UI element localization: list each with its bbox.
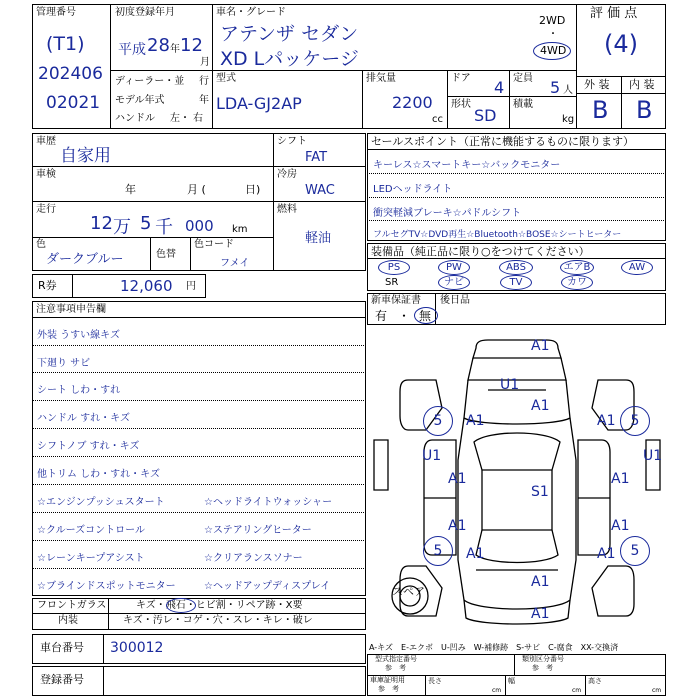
first-reg-label: 初度登録年月 [115,7,175,18]
warranty-sep: ・ [398,309,411,323]
drive-dot: ・ [548,29,558,40]
exterior-label: 外 装 [584,78,610,91]
height-unit: cm [652,687,662,694]
mark-hood-u: U1 [500,377,520,393]
lot-number-2: 02021 [46,93,101,113]
score-label: 評 価 点 [590,6,638,21]
note-right-3: ☆クリアランスソナー [204,553,303,564]
mark-wheel-fl: 5 [423,406,453,436]
length-label: 長さ [428,677,442,685]
month-unit: 月 [200,57,210,68]
displacement: 2200 [392,93,433,112]
equip-abs: ABS [506,262,526,273]
color-label: 色 [36,239,46,250]
front-glass-label: フロントガラス [37,600,107,611]
mileage-man-num: 12 [90,213,113,234]
vehicle-cert-label: 車庫証明用 [370,676,405,684]
mark-hood: A1 [531,398,550,414]
mileage-sen-num: 5 [140,213,152,234]
fuel-label: 燃料 [277,204,297,215]
damage-legend: A-キズ E-エクボ U-凹み W-補修跡 S-サビ C-腐食 XX-交換済 [369,643,619,652]
handle-right: 右 [193,113,203,124]
note-right-4: ☆ヘッドアップディスプレイ [204,581,331,592]
mark-trunk: A1 [531,574,550,590]
history-label: 車歴 [36,136,56,147]
class-sub: 参 考 [532,664,553,672]
mark-fender-fr: A1 [597,413,616,429]
note-line-3: シート しわ・すれ [37,385,121,396]
note-left-4: ☆ブラインドスポットモニター [37,581,176,592]
spare-label: スペア [392,585,425,598]
shift-label: シフト [277,136,307,147]
sales-points-title: セールスポイント（正常に機能するものに限ります） [371,135,635,148]
mileage-rest: 000 [185,217,214,235]
dealer-label: ディーラー・並 [115,76,185,87]
capacity-unit: 人 [563,85,573,96]
equipment-title: 装備品（純正品に限り○をつけてください） [371,245,590,258]
mark-mirror-r: U1 [643,448,663,464]
recycle-box [32,274,206,298]
color-value: ダークブルー [46,252,124,267]
drive-2wd: 2WD [539,14,566,27]
sales-point-1: キーレス☆スマートキー☆バックモニター [373,160,561,171]
car-name-label: 車名・グレード [216,7,286,18]
load-unit: kg [562,114,575,125]
ac-label: 冷房 [277,169,297,180]
handle-left: 左 [170,113,180,124]
sales-point-3: 衝突軽減ブレーキ☆パドルシフト [373,208,522,219]
body: SD [474,106,497,125]
equip-ps: PS [387,262,401,273]
era: 平成 [118,42,146,58]
mark-wheel-rl: 5 [423,536,453,566]
mileage-man: 万 [113,217,131,238]
note-left-3: ☆レーンキープアシスト [37,553,145,564]
warranty-yes: 有 [375,309,388,323]
equip-leather: カワ [567,277,587,288]
interior-cond-label: 内装 [58,615,78,626]
mark-door-fr: A1 [611,471,630,487]
later-items-label: 後日品 [440,295,470,306]
shaken-month: 月 ( [187,183,206,196]
equip-sr: SR [385,277,399,288]
displacement-label: 排気量 [366,73,396,84]
warranty-no-circle [414,307,438,324]
shaken-year: 年 [125,183,136,196]
notes-title: 注意事項申告欄 [36,304,106,315]
doors-label: ドア [451,73,471,84]
color-code: フメイ [220,258,250,269]
mark-door-rl: A1 [448,518,467,534]
shift-value: FAT [305,150,328,165]
mark-roof: S1 [531,484,549,500]
reg-month: 12 [180,35,203,56]
warranty-no: 無 [419,309,432,323]
note-line-4: ハンドル すれ・キズ [37,413,130,424]
length-unit: cm [492,687,502,694]
equip-navi: ナビ [444,277,464,288]
history-value: 自家用 [60,146,111,166]
ac-value: WAC [305,183,335,198]
mileage-sen: 千 [155,217,173,238]
note-right-2: ☆ステアリングヒーター [204,525,312,536]
repaint-label: 色替 [156,249,176,260]
grade: XD Lパッケージ [220,48,359,70]
body-label: 形状 [451,99,471,110]
mileage-unit: km [232,224,248,235]
note-line-1: 外装 うすい線キズ [37,330,120,341]
sales-point-2: LEDヘッドライト [373,184,453,195]
note-right-1: ☆ヘッドライトウォッシャー [204,497,333,508]
interior-cond-text: キズ・汚レ・コゲ・穴・スレ・キレ・破レ [123,615,313,626]
displacement-unit: cc [432,114,443,125]
note-line-2: 下廻り サビ [37,358,91,369]
doors: 4 [494,78,505,97]
interior-score: B [636,96,653,124]
capacity: 5 [550,78,561,97]
drive-4wd-circle [533,42,571,60]
shaken-label: 車検 [36,169,56,180]
mark-rear-bumper: A1 [531,606,550,622]
mark-mirror-l: U1 [422,448,442,464]
model-code: LDA-GJ2AP [216,94,302,113]
year-unit: 年 [170,44,180,55]
mark-fender-fl: A1 [466,413,485,429]
mark-door-fl: A1 [448,471,467,487]
class-label: 類別区分番号 [522,655,564,663]
mark-door-rr: A1 [611,518,630,534]
equip-aw: AW [628,262,646,273]
recycle-fee: 12,060 [120,277,173,295]
reg-number-label: 登録番号 [40,673,84,686]
handle-label: ハンドル [115,113,155,124]
height-label: 高さ [588,677,602,685]
mark-wheel-fr: 5 [620,406,650,436]
mgmt-label: 管理番号 [36,7,76,18]
equip-airbag: エアB [563,262,591,273]
lot-code: (T1) [46,33,85,55]
chassis-number: 300012 [110,640,164,656]
sales-point-4: フルセグTV☆DVD再生☆Bluetooth☆BOSE☆シートヒーター [373,230,622,240]
vehicle-cert-sub: 参 考 [378,685,399,693]
chassis-label: 車台番号 [40,641,84,654]
flying-stone-circle [166,598,196,613]
mark-wheel-rr: 5 [620,536,650,566]
equip-tv: TV [509,277,523,288]
note-line-5: シフトノブ すれ・キズ [37,441,140,452]
mark-fender-rr: A1 [597,546,616,562]
warranty-label: 新車保証書 [371,295,421,306]
reg-year: 28 [147,35,170,56]
shaken-day: 日) [245,183,261,196]
type-label: 型式 [216,73,236,84]
model-year-label: モデル年式 [115,95,165,106]
handle-sep: ・ [180,113,190,124]
note-left-2: ☆クルーズコントロール [37,525,145,536]
mileage-label: 走行 [36,204,56,215]
width-label: 幅 [508,677,515,685]
car-name: アテンザ セダン [220,23,359,45]
width-unit: cm [572,687,582,694]
drive-4wd: 4WD [540,44,567,57]
mark-front-bumper: A1 [531,338,550,354]
load-label: 積載 [513,99,533,110]
front-glass-text: キズ・飛石・ヒビ割・リペア跡・X要 [136,600,303,611]
type-cert-sub: 参 考 [385,664,406,672]
type-cert-label: 型式指定番号 [375,655,417,663]
recycle-unit: 円 [186,281,196,292]
note-line-6: 他トリム しわ・すれ・キズ [37,469,160,480]
score-value: (4) [604,30,638,58]
exterior-score: B [592,96,609,124]
color-code-label: 色コード [194,239,234,250]
recycle-label: R券 [38,279,57,292]
note-left-1: ☆エンジンプッシュスタート [37,497,165,508]
interior-label: 内 装 [629,78,655,91]
capacity-label: 定員 [513,73,533,84]
dealer-suffix: 行 [199,76,209,87]
model-year-unit: 年 [199,95,209,106]
mark-fender-rl: A1 [466,546,485,562]
equip-pw: PW [446,262,462,273]
fuel-value: 軽油 [305,231,332,246]
lot-number-1: 202406 [38,64,103,84]
